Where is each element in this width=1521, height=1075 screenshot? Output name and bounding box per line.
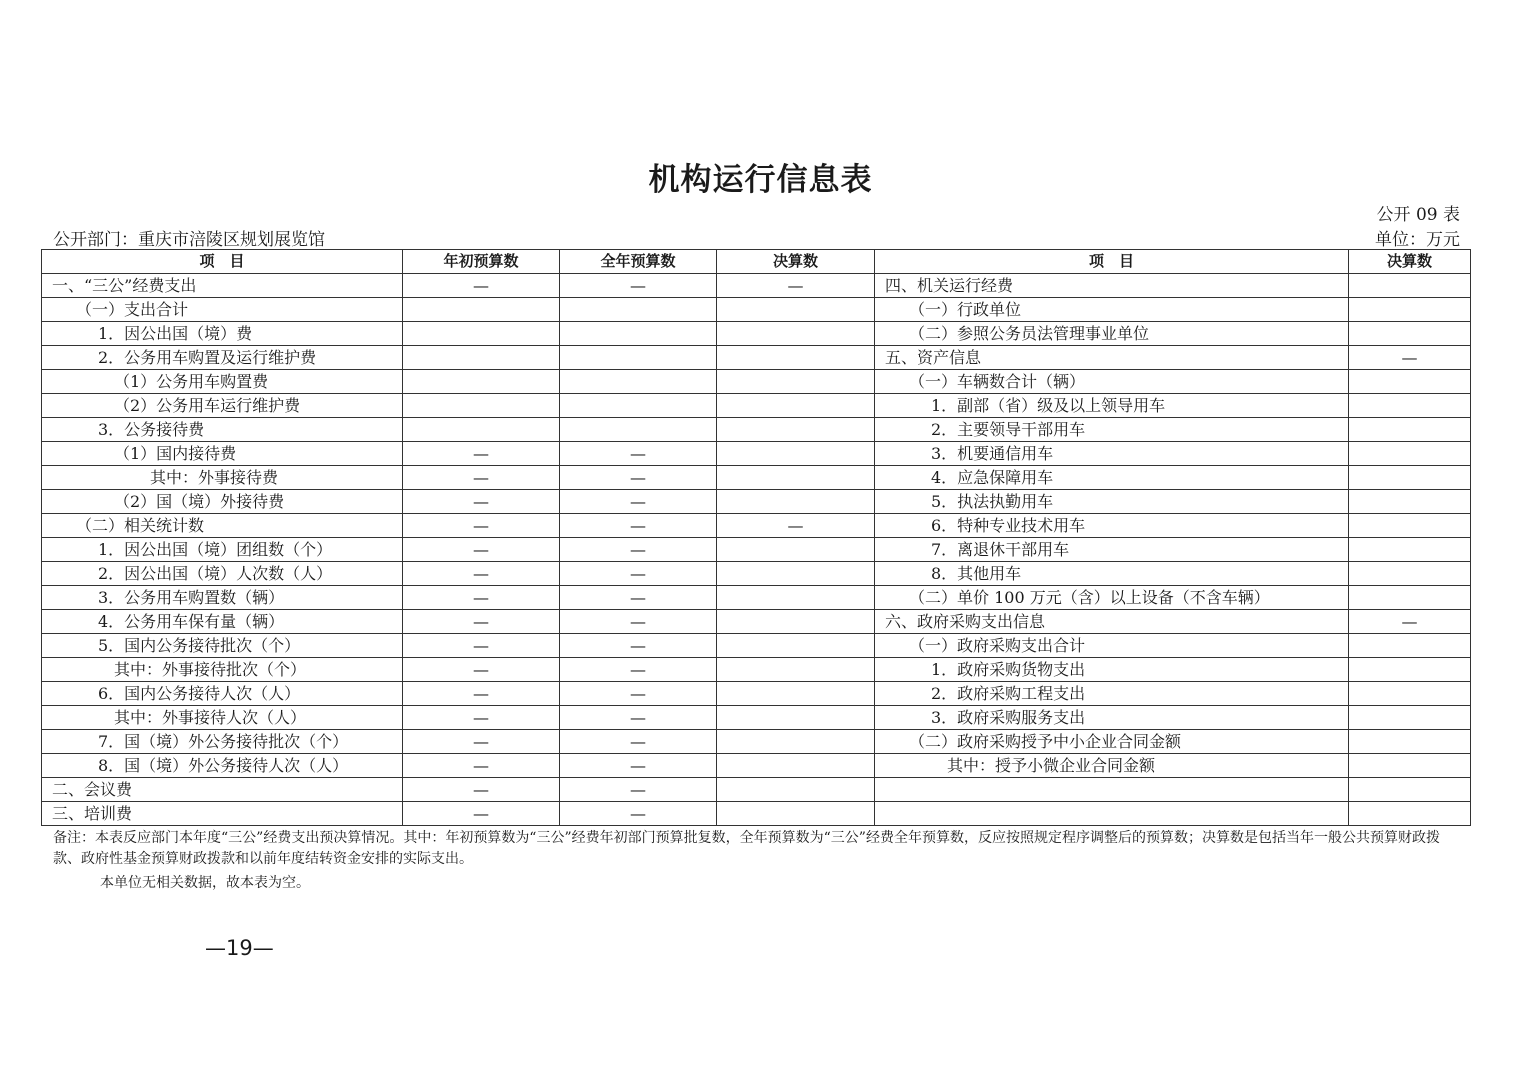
row-annual-budget: — [560, 730, 717, 754]
row-item-right: 六、政府采购支出信息 [875, 610, 1349, 634]
row-item-left: （1）国内接待费 [42, 442, 403, 466]
row-annual-budget: — [560, 610, 717, 634]
row-initial-budget: — [403, 442, 560, 466]
table-row [42, 538, 1471, 562]
row-annual-budget [560, 418, 717, 442]
row-item-left: 三、培训费 [42, 802, 403, 826]
row-final-account [717, 706, 875, 730]
row-initial-budget: — [403, 754, 560, 778]
row-final-account [717, 538, 875, 562]
row-item-left: （2）国（境）外接待费 [42, 490, 403, 514]
row-initial-budget: — [403, 490, 560, 514]
row-initial-budget [403, 322, 560, 346]
row-item-left: （1）公务用车购置费 [42, 370, 403, 394]
row-item-right: 2．主要领导干部用车 [875, 418, 1349, 442]
table-row [42, 514, 1471, 538]
row-final-account-right [1349, 658, 1471, 682]
row-initial-budget: — [403, 586, 560, 610]
table-header-row [42, 250, 1471, 274]
row-final-account [717, 682, 875, 706]
table-row [42, 298, 1471, 322]
row-final-account-right: — [1349, 346, 1471, 370]
table-row [42, 274, 1471, 298]
row-annual-budget [560, 370, 717, 394]
header-final-account-right: 决算数 [1349, 250, 1471, 274]
row-item-left: 4．公务用车保有量（辆） [42, 610, 403, 634]
row-item-left: 1．因公出国（境）团组数（个） [42, 538, 403, 562]
row-item-left: 一、“三公”经费支出 [42, 274, 403, 298]
row-initial-budget: — [403, 610, 560, 634]
page-title: 机构运行信息表 [648, 162, 873, 198]
row-item-right: 7．离退休干部用车 [875, 538, 1349, 562]
table-row [42, 778, 1471, 802]
row-item-left: 其中：外事接待费 [42, 466, 403, 490]
row-final-account [717, 370, 875, 394]
row-item-right: （二）单价 100 万元（含）以上设备（不含车辆） [875, 586, 1349, 610]
row-item-right [875, 802, 1349, 826]
row-annual-budget: — [560, 658, 717, 682]
row-final-account [717, 562, 875, 586]
table-row [42, 754, 1471, 778]
row-final-account [717, 442, 875, 466]
row-final-account [717, 730, 875, 754]
row-annual-budget: — [560, 538, 717, 562]
row-final-account-right [1349, 322, 1471, 346]
row-item-right: 8．其他用车 [875, 562, 1349, 586]
row-final-account-right [1349, 370, 1471, 394]
row-item-left: 2．因公出国（境）人次数（人） [42, 562, 403, 586]
row-item-left: 其中：外事接待批次（个） [42, 658, 403, 682]
empty-data-note: 本单位无相关数据，故本表为空。 [100, 875, 310, 891]
row-initial-budget: — [403, 802, 560, 826]
row-final-account [717, 322, 875, 346]
table-row [42, 418, 1471, 442]
row-initial-budget: — [403, 562, 560, 586]
row-final-account [717, 754, 875, 778]
department-label: 公开部门：重庆市涪陵区规划展览馆 [53, 230, 325, 250]
row-item-left: （一）支出合计 [42, 298, 403, 322]
table-row [42, 682, 1471, 706]
row-final-account-right: — [1349, 610, 1471, 634]
row-annual-budget: — [560, 466, 717, 490]
row-item-right: 四、机关运行经费 [875, 274, 1349, 298]
row-item-left: 5．国内公务接待批次（个） [42, 634, 403, 658]
row-item-left: （2）公务用车运行维护费 [42, 394, 403, 418]
row-item-left: 其中：外事接待人次（人） [42, 706, 403, 730]
row-item-right: 3．政府采购服务支出 [875, 706, 1349, 730]
row-item-right: 1．政府采购货物支出 [875, 658, 1349, 682]
row-annual-budget: — [560, 634, 717, 658]
row-final-account [717, 490, 875, 514]
row-final-account-right [1349, 538, 1471, 562]
row-final-account [717, 298, 875, 322]
table-row [42, 322, 1471, 346]
row-final-account-right [1349, 778, 1471, 802]
row-final-account [717, 634, 875, 658]
row-initial-budget [403, 346, 560, 370]
row-final-account [717, 394, 875, 418]
row-item-right: 3．机要通信用车 [875, 442, 1349, 466]
row-item-left: 7．国（境）外公务接待批次（个） [42, 730, 403, 754]
row-annual-budget [560, 322, 717, 346]
header-final-account: 决算数 [717, 250, 875, 274]
row-final-account-right [1349, 802, 1471, 826]
row-final-account-right [1349, 418, 1471, 442]
row-item-right: 4．应急保障用车 [875, 466, 1349, 490]
row-final-account: — [717, 514, 875, 538]
row-item-right: 2．政府采购工程支出 [875, 682, 1349, 706]
row-item-right: 五、资产信息 [875, 346, 1349, 370]
table-row [42, 658, 1471, 682]
page-number: —19— [205, 936, 274, 960]
table-row [42, 490, 1471, 514]
table-row [42, 562, 1471, 586]
row-annual-budget: — [560, 562, 717, 586]
table-row [42, 730, 1471, 754]
header-item-right: 项 目 [875, 250, 1349, 274]
row-initial-budget: — [403, 730, 560, 754]
row-annual-budget: — [560, 802, 717, 826]
header-item-left: 项 目 [42, 250, 403, 274]
row-initial-budget: — [403, 658, 560, 682]
table-row [42, 706, 1471, 730]
table-row [42, 346, 1471, 370]
row-item-left: 2．公务用车购置及运行维护费 [42, 346, 403, 370]
info-table [41, 249, 1471, 826]
row-item-left: 3．公务用车购置数（辆） [42, 586, 403, 610]
row-annual-budget [560, 298, 717, 322]
row-final-account-right [1349, 586, 1471, 610]
row-annual-budget: — [560, 514, 717, 538]
row-item-left: 8．国（境）外公务接待人次（人） [42, 754, 403, 778]
row-item-right: 其中：授予小微企业合同金额 [875, 754, 1349, 778]
row-final-account [717, 346, 875, 370]
row-initial-budget: — [403, 682, 560, 706]
table-row [42, 442, 1471, 466]
row-item-left: 3．公务接待费 [42, 418, 403, 442]
table-row [42, 394, 1471, 418]
row-initial-budget [403, 394, 560, 418]
row-annual-budget: — [560, 778, 717, 802]
row-final-account-right [1349, 682, 1471, 706]
row-final-account: — [717, 274, 875, 298]
table-number: 公开 09 表 [1376, 205, 1460, 225]
row-final-account-right [1349, 754, 1471, 778]
row-final-account [717, 610, 875, 634]
row-item-right: （一）政府采购支出合计 [875, 634, 1349, 658]
row-item-right: 6．特种专业技术用车 [875, 514, 1349, 538]
header-initial-budget: 年初预算数 [403, 250, 560, 274]
table-row [42, 586, 1471, 610]
header-annual-budget: 全年预算数 [560, 250, 717, 274]
row-final-account [717, 658, 875, 682]
row-final-account [717, 466, 875, 490]
table-row [42, 634, 1471, 658]
table-row [42, 802, 1471, 826]
row-final-account-right [1349, 466, 1471, 490]
row-initial-budget [403, 370, 560, 394]
row-item-right: （二）参照公务员法管理事业单位 [875, 322, 1349, 346]
row-annual-budget [560, 346, 717, 370]
row-annual-budget: — [560, 274, 717, 298]
row-item-right: （一）车辆数合计（辆） [875, 370, 1349, 394]
row-initial-budget: — [403, 706, 560, 730]
row-final-account [717, 418, 875, 442]
row-final-account [717, 586, 875, 610]
unit-label: 单位：万元 [1375, 230, 1460, 250]
row-annual-budget: — [560, 754, 717, 778]
row-initial-budget: — [403, 274, 560, 298]
row-item-left: 6．国内公务接待人次（人） [42, 682, 403, 706]
row-item-left: （二）相关统计数 [42, 514, 403, 538]
row-initial-budget [403, 418, 560, 442]
row-final-account-right [1349, 394, 1471, 418]
row-item-right: 5．执法执勤用车 [875, 490, 1349, 514]
table-row [42, 466, 1471, 490]
row-annual-budget [560, 394, 717, 418]
row-final-account-right [1349, 634, 1471, 658]
row-final-account [717, 778, 875, 802]
row-initial-budget: — [403, 514, 560, 538]
row-item-right [875, 778, 1349, 802]
row-initial-budget: — [403, 538, 560, 562]
row-final-account-right [1349, 730, 1471, 754]
row-annual-budget: — [560, 586, 717, 610]
row-item-left: 二、会议费 [42, 778, 403, 802]
row-final-account-right [1349, 274, 1471, 298]
row-final-account-right [1349, 562, 1471, 586]
row-annual-budget: — [560, 706, 717, 730]
row-item-right: 1．副部（省）级及以上领导用车 [875, 394, 1349, 418]
row-initial-budget [403, 298, 560, 322]
row-final-account-right [1349, 514, 1471, 538]
row-item-right: （二）政府采购授予中小企业合同金额 [875, 730, 1349, 754]
row-initial-budget: — [403, 466, 560, 490]
row-final-account-right [1349, 298, 1471, 322]
row-final-account-right [1349, 490, 1471, 514]
row-item-right: （一）行政单位 [875, 298, 1349, 322]
table-row [42, 370, 1471, 394]
row-item-left: 1．因公出国（境）费 [42, 322, 403, 346]
row-initial-budget: — [403, 634, 560, 658]
table-row [42, 610, 1471, 634]
row-annual-budget: — [560, 490, 717, 514]
row-annual-budget: — [560, 442, 717, 466]
row-final-account-right [1349, 442, 1471, 466]
row-initial-budget: — [403, 778, 560, 802]
row-final-account-right [1349, 706, 1471, 730]
row-annual-budget: — [560, 682, 717, 706]
table-note: 备注：本表反应部门本年度“三公”经费支出预决算情况。其中：年初预算数为“三公”经费年初部门预算批复数，全年预算数为“三公”经费全年预算数，反应按照规定程序调整后的预算数；决算数是包括当年一般公共预算财政拨款、政府性基金预算财政拨款和以前年度结转资金安排的实际支出。 [53, 830, 1440, 867]
row-final-account [717, 802, 875, 826]
